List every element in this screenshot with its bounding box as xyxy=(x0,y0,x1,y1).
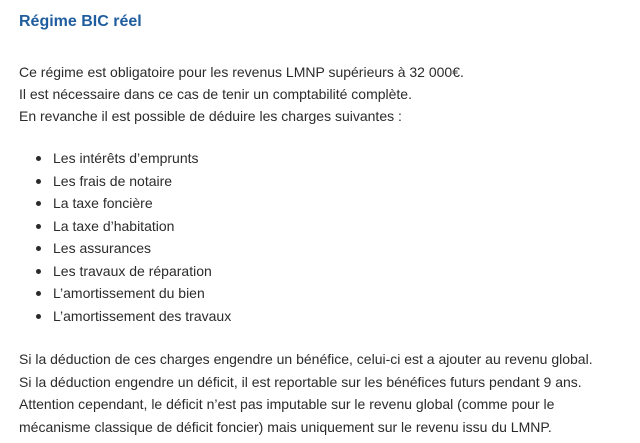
bullet-icon xyxy=(36,246,41,251)
bullet-icon xyxy=(36,224,41,229)
list-item-text: Les travaux de réparation xyxy=(53,262,212,279)
conclusion-line: Si la déduction de ces charges engendre un bénéfice, celui-ci est a ajouter au revenu global. xyxy=(19,351,593,367)
conclusion-line: Attention cependant, le déficit n’est pas imputable sur le revenu global (comme pour le xyxy=(19,396,555,413)
list-item xyxy=(19,192,231,215)
list-item-text: La taxe d’habitation xyxy=(53,217,175,234)
intro-line: Ce régime est obligatoire pour les revenus LMNP supérieurs à 32 000€. xyxy=(19,64,464,80)
bullet-icon xyxy=(36,269,41,274)
list-item-text: La taxe foncière xyxy=(53,195,153,211)
section-heading: Régime BIC réel xyxy=(19,13,142,30)
deductible-charges-list xyxy=(19,147,231,327)
intro-line: Il est nécessaire dans ce cas de tenir un comptabilité complète. xyxy=(19,86,412,102)
list-item xyxy=(19,282,231,305)
list-item xyxy=(19,305,231,328)
bullet-icon xyxy=(36,156,41,161)
bullet-icon xyxy=(36,179,41,184)
list-item-text: Les intérêts d’emprunts xyxy=(53,150,199,166)
conclusion-line: Si la déduction engendre un déficit, il est reportable sur les bénéfices futurs pendant 9 ans. xyxy=(19,373,582,390)
list-item xyxy=(19,215,231,238)
intro-paragraph xyxy=(19,61,464,127)
bullet-icon xyxy=(36,314,41,319)
bullet-icon xyxy=(36,291,41,296)
list-item xyxy=(19,237,231,260)
list-item xyxy=(19,147,231,170)
conclusion-line: mécanisme classique de déficit foncier) mais uniquement sur le revenu issu du LMNP. xyxy=(19,418,552,435)
list-item-text: Les frais de notaire xyxy=(53,172,173,189)
list-item xyxy=(19,170,231,193)
list-item-text: Les assurances xyxy=(53,240,152,256)
intro-line: En revanche il est possible de déduire les charges suivantes : xyxy=(19,108,402,124)
list-item-text: L’amortissement des travaux xyxy=(53,307,232,324)
conclusion-paragraph xyxy=(19,348,593,438)
list-item xyxy=(19,260,231,283)
list-item-text: L’amortissement du bien xyxy=(53,285,205,301)
bullet-icon xyxy=(36,201,41,206)
